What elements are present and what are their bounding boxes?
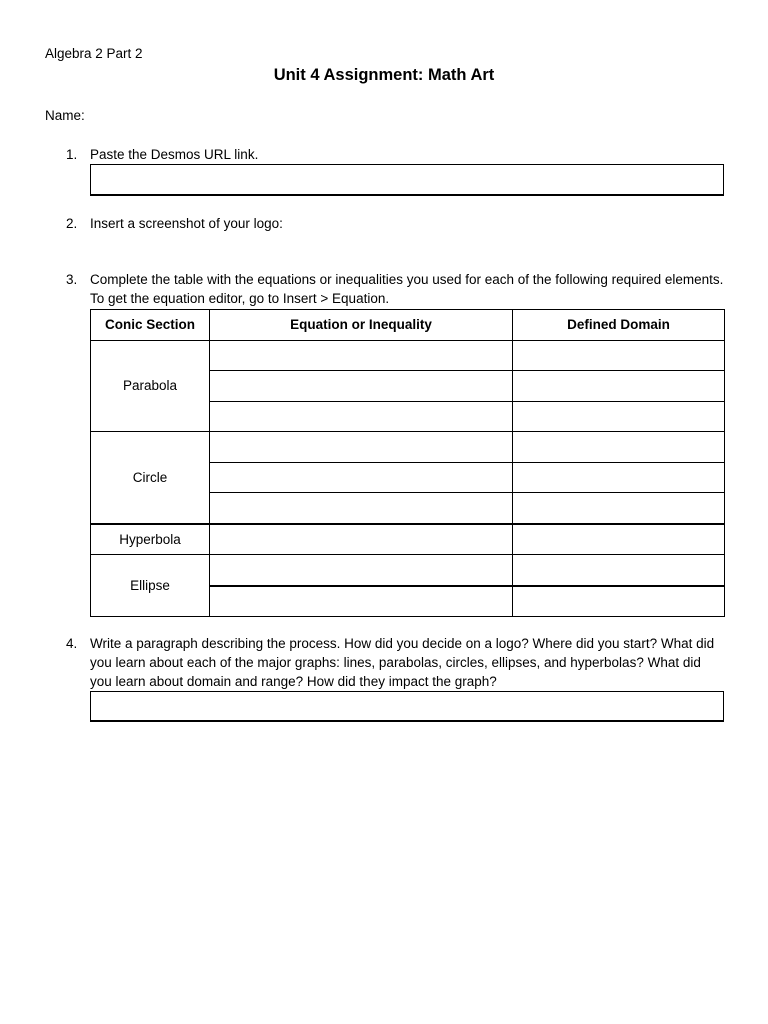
conic-name-hyperbola: Hyperbola bbox=[91, 524, 210, 555]
question-4 bbox=[66, 634, 724, 691]
question-text: Paste the Desmos URL link. bbox=[90, 147, 259, 162]
column-header-defined-domain: Defined Domain bbox=[513, 310, 725, 341]
equation-cell[interactable] bbox=[210, 524, 513, 555]
domain-cell[interactable] bbox=[513, 493, 725, 524]
equation-cell[interactable] bbox=[210, 340, 513, 371]
table-header-row bbox=[91, 310, 725, 341]
equation-cell[interactable] bbox=[210, 462, 513, 493]
table-row bbox=[91, 524, 725, 555]
paragraph-answer-box[interactable] bbox=[90, 691, 724, 722]
domain-cell[interactable] bbox=[513, 524, 725, 555]
question-number: 1. bbox=[66, 147, 78, 162]
question-number: 2. bbox=[66, 216, 78, 231]
page-title: Unit 4 Assignment: Math Art bbox=[273, 66, 495, 84]
question-1 bbox=[66, 145, 724, 164]
question-number: 4. bbox=[66, 636, 78, 651]
conic-name-circle: Circle bbox=[91, 432, 210, 524]
desmos-url-answer-box[interactable] bbox=[90, 164, 724, 196]
conic-name-parabola: Parabola bbox=[91, 340, 210, 432]
equation-cell[interactable] bbox=[210, 432, 513, 463]
course-name: Algebra 2 Part 2 bbox=[45, 46, 143, 61]
domain-cell[interactable] bbox=[513, 555, 725, 586]
question-text: Write a paragraph describing the process. How did you decide on a logo? Where did you start? What did you learn about each of the major graphs: lines, parabolas, circles, ellipses, and hyperbolas? What did you learn about domain and range? How did they impact the graph? bbox=[90, 636, 715, 689]
domain-cell[interactable] bbox=[513, 586, 725, 617]
conic-section-table bbox=[90, 309, 725, 617]
domain-cell[interactable] bbox=[513, 340, 725, 371]
domain-cell[interactable] bbox=[513, 432, 725, 463]
conic-name-ellipse: Ellipse bbox=[91, 555, 210, 617]
question-number: 3. bbox=[66, 272, 78, 287]
domain-cell[interactable] bbox=[513, 371, 725, 402]
domain-cell[interactable] bbox=[513, 401, 725, 432]
column-header-equation: Equation or Inequality bbox=[210, 310, 513, 341]
name-label: Name: bbox=[45, 108, 85, 123]
question-3 bbox=[66, 270, 724, 308]
equation-cell[interactable] bbox=[210, 493, 513, 524]
question-2 bbox=[66, 214, 724, 233]
domain-cell[interactable] bbox=[513, 462, 725, 493]
equation-cell[interactable] bbox=[210, 371, 513, 402]
question-text: Complete the table with the equations or inequalities you used for each of the following required elements. To get the equation editor, go to Insert > Equation. bbox=[90, 272, 724, 306]
table-row bbox=[91, 555, 725, 586]
equation-cell[interactable] bbox=[210, 586, 513, 617]
equation-cell[interactable] bbox=[210, 401, 513, 432]
table-row bbox=[91, 340, 725, 371]
equation-cell[interactable] bbox=[210, 555, 513, 586]
column-header-conic-section: Conic Section bbox=[91, 310, 210, 341]
table-row bbox=[91, 432, 725, 463]
question-text: Insert a screenshot of your logo: bbox=[90, 216, 283, 231]
